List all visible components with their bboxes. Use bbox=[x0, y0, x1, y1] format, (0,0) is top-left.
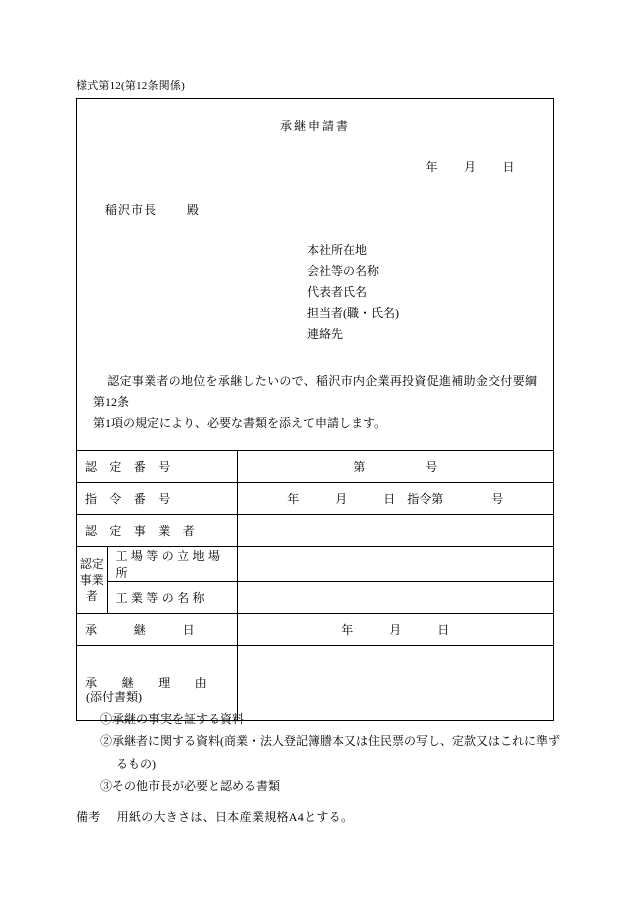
note-text: 用紙の大きさは、日本産業規格A4とする。 bbox=[116, 810, 354, 824]
application-form-frame bbox=[76, 98, 554, 721]
attachments-heading: (添付書類) bbox=[86, 690, 142, 704]
date-year: 年 bbox=[425, 160, 438, 174]
row-value-succession-date[interactable]: 年 月 日 bbox=[237, 614, 553, 646]
date-day: 日 bbox=[502, 160, 515, 174]
table-row bbox=[77, 614, 553, 646]
row-label-certified-business: 認 定 事 業 者 bbox=[77, 515, 237, 547]
applicant-fields bbox=[77, 240, 553, 345]
date-month: 月 bbox=[463, 160, 477, 174]
row-value-certified-business[interactable] bbox=[237, 515, 553, 547]
table-row bbox=[77, 515, 553, 547]
applicant-field-representative: 代表者氏名 bbox=[307, 285, 368, 299]
statement-paragraph bbox=[77, 371, 553, 434]
attachments-section bbox=[82, 686, 562, 797]
document-title: 承継申請書 bbox=[279, 119, 350, 133]
row-label-succession-reason: 承 継 理 由 bbox=[77, 646, 237, 720]
applicant-field-contact-person: 担当者(職・氏名) bbox=[307, 306, 399, 320]
date-line bbox=[77, 158, 553, 175]
row-value-factory-location[interactable] bbox=[237, 547, 553, 582]
row-value-factory-name[interactable] bbox=[237, 582, 553, 614]
applicant-field-contact-info: 連絡先 bbox=[307, 327, 344, 341]
applicant-field-headoffice: 本社所在地 bbox=[307, 243, 368, 257]
addressee-line bbox=[77, 201, 553, 218]
attachment-item-2: ②承継者に関する資料(商業・法人登記簿謄本又は住民票の写し、定款又はこれに準ず bbox=[100, 734, 560, 749]
attachment-item-1: ①承継の事実を証する資料 bbox=[100, 712, 245, 727]
table-row bbox=[77, 451, 553, 483]
row-label-order-number: 指 令 番 号 bbox=[77, 483, 237, 515]
table-row bbox=[77, 483, 553, 515]
row-label-succession-date: 承 継 日 bbox=[77, 614, 237, 646]
row-value-certification-number[interactable]: 第 号 bbox=[237, 451, 553, 483]
attachment-item-3: ③その他市長が必要と認める書類 bbox=[100, 778, 281, 793]
group-label-certified-business: 認定事業者 bbox=[77, 547, 107, 614]
table-row bbox=[77, 547, 553, 582]
row-label-certification-number: 認 定 番 号 bbox=[77, 451, 237, 483]
row-value-order-number[interactable]: 年 月 日 指令第 号 bbox=[237, 483, 553, 515]
applicant-field-company-name: 会社等の名称 bbox=[307, 264, 380, 278]
application-table bbox=[77, 450, 553, 720]
note-label: 備考 bbox=[76, 810, 101, 824]
table-row bbox=[77, 582, 553, 614]
statement-line-1: 認定事業者の地位を承継したいので、稲沢市内企業再投資促進補助金交付要綱第12条 bbox=[93, 374, 537, 409]
form-number: 様式第12(第12条関係) bbox=[76, 80, 185, 92]
addressee-honorific: 殿 bbox=[187, 203, 201, 217]
note-line bbox=[76, 808, 353, 825]
statement-line-2: 第1項の規定により、必要な書類を添えて申請します。 bbox=[93, 416, 387, 430]
addressee-name: 稲沢市長 bbox=[105, 203, 158, 217]
row-label-factory-location: 工 場 等 の 立 地 場 所 bbox=[107, 547, 237, 582]
attachment-item-2-continued: るもの) bbox=[116, 756, 156, 771]
row-label-factory-name: 工 業 等 の 名 称 bbox=[107, 582, 237, 614]
